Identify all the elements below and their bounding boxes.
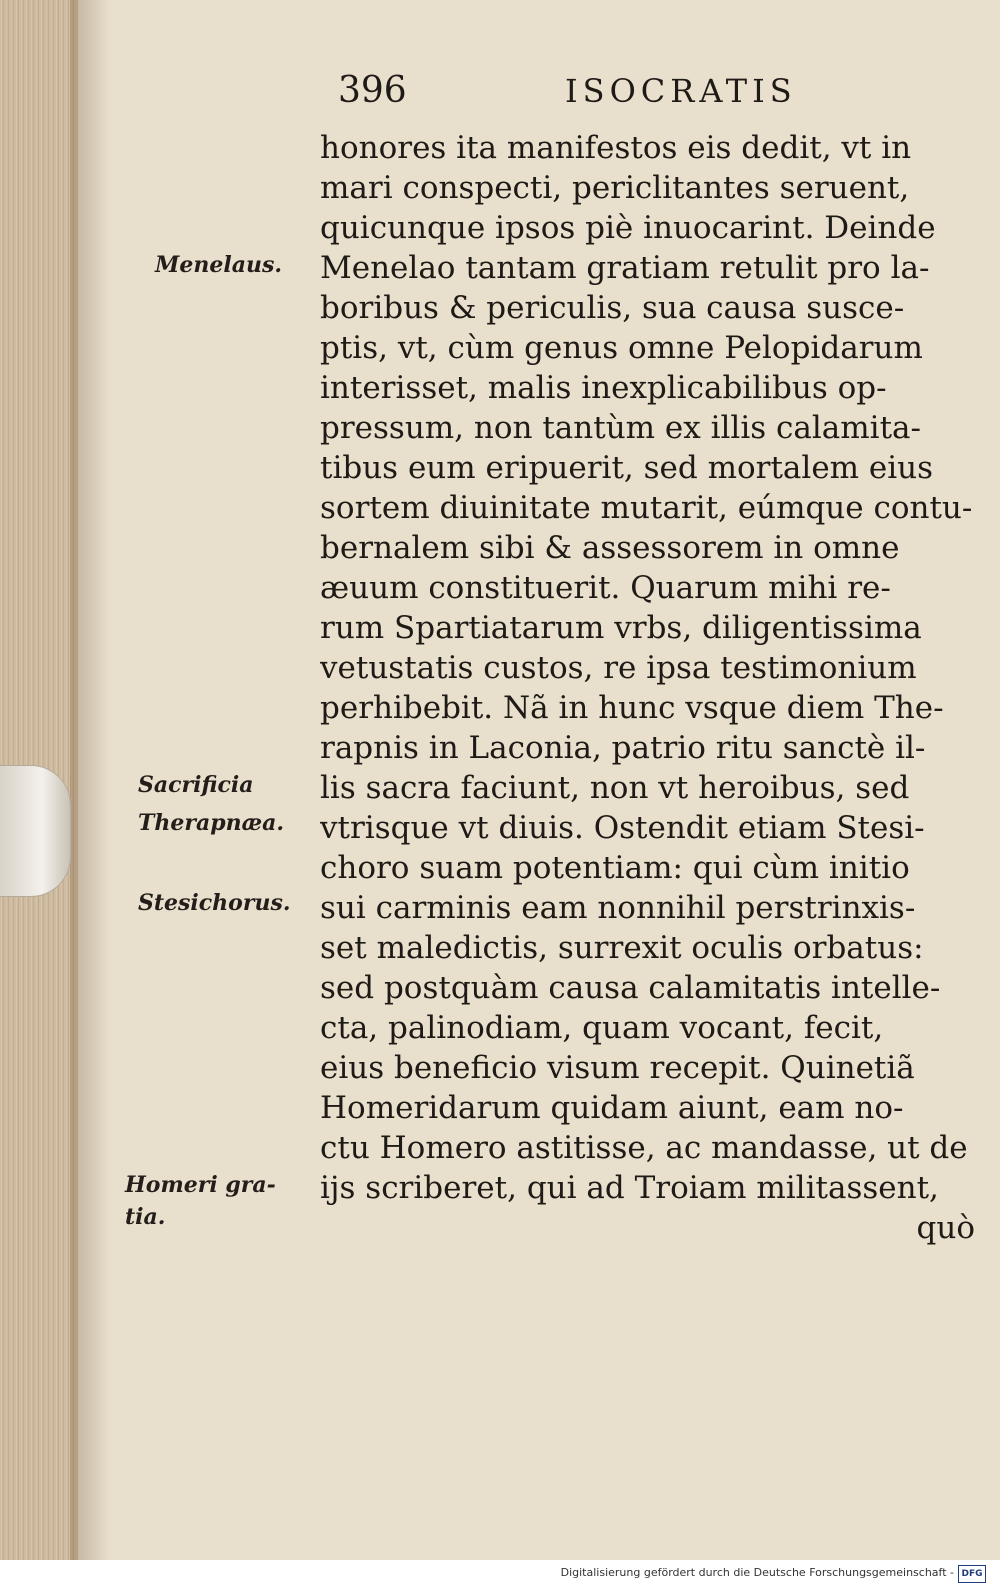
text-line: honores ita manifestos eis dedit, vt in [320,130,912,166]
text-line: Homeridarum quidam aiunt, eam no- [320,1090,904,1126]
margin-note-menelaus: Menelaus. [155,252,282,278]
text-line: æuum constituerit. Quarum mihi re- [320,570,891,606]
text-line: sortem diuinitate mutarit, eúmque contu- [320,490,973,526]
margin-note-therapnaea: Therapnæa. [138,810,284,836]
text-line: ptis, vt, cùm genus omne Pelopidarum [320,330,923,366]
text-line: rum Spartiatarum vrbs, diligentissima [320,610,922,646]
page-number: 396 [338,70,407,111]
page-holder-clip [0,765,71,897]
text-line: Menelao tantam gratiam retulit pro la- [320,250,930,286]
text-line: quicunque ipsos piè inuocarint. Deinde [320,210,936,246]
text-line: set maledictis, surrexit oculis orbatus: [320,930,924,966]
text-line: pressum, non tantùm ex illis calamita- [320,410,921,446]
text-line: sed postquàm causa calamitatis intelle- [320,970,941,1006]
gutter-shadow [70,0,110,1560]
text-line: rapnis in Laconia, patrio ritu sanctè il- [320,730,926,766]
text-line: choro suam potentiam: qui cùm initio [320,850,910,886]
footer-bar [0,1560,1000,1588]
body-text [320,128,975,1248]
text-line: ctu Homero astitisse, ac mandasse, ut de [320,1130,968,1166]
text-line: tibus eum eripuerit, sed mortalem eius [320,450,934,486]
text-line: cta, palinodiam, quam vocant, fecit, [320,1010,884,1046]
text-line: vetustatis custos, re ipsa testimonium [320,650,917,686]
text-line: lis sacra faciunt, non vt heroibus, sed [320,770,910,806]
text-line: boribus & periculis, sua causa susce- [320,290,905,326]
text-line: mari conspecti, periclitantes seruent, [320,170,910,206]
page-header [330,70,830,120]
margin-note-homeri-gratia-cont: tia. [125,1204,166,1230]
margin-note-stesichorus: Stesichorus. [138,890,291,916]
text-line: eius beneficio visum recepit. Quinetiã [320,1050,915,1086]
running-title: ISOCRATIS [565,72,797,110]
catchword: quò [916,1210,975,1246]
text-line: perhibebit. Nã in hunc vsque diem The- [320,690,944,726]
dfg-logo-icon: DFG [958,1565,986,1583]
funding-credit: Digitalisierung gefördert durch die Deutsche Forschungsgemeinschaft - [560,1566,954,1579]
text-line: ijs scriberet, qui ad Troiam militassent, [320,1170,939,1206]
text-line: sui carminis eam nonnihil perstrinxis- [320,890,916,926]
text-line: interisset, malis inexplicabilibus op- [320,370,887,406]
margin-note-homeri-gratia: Homeri gra- [125,1172,276,1198]
text-line: bernalem sibi & assessorem in omne [320,530,900,566]
margin-note-sacrificia: Sacrificia [138,772,254,798]
text-line: vtrisque vt diuis. Ostendit etiam Stesi- [320,810,925,846]
